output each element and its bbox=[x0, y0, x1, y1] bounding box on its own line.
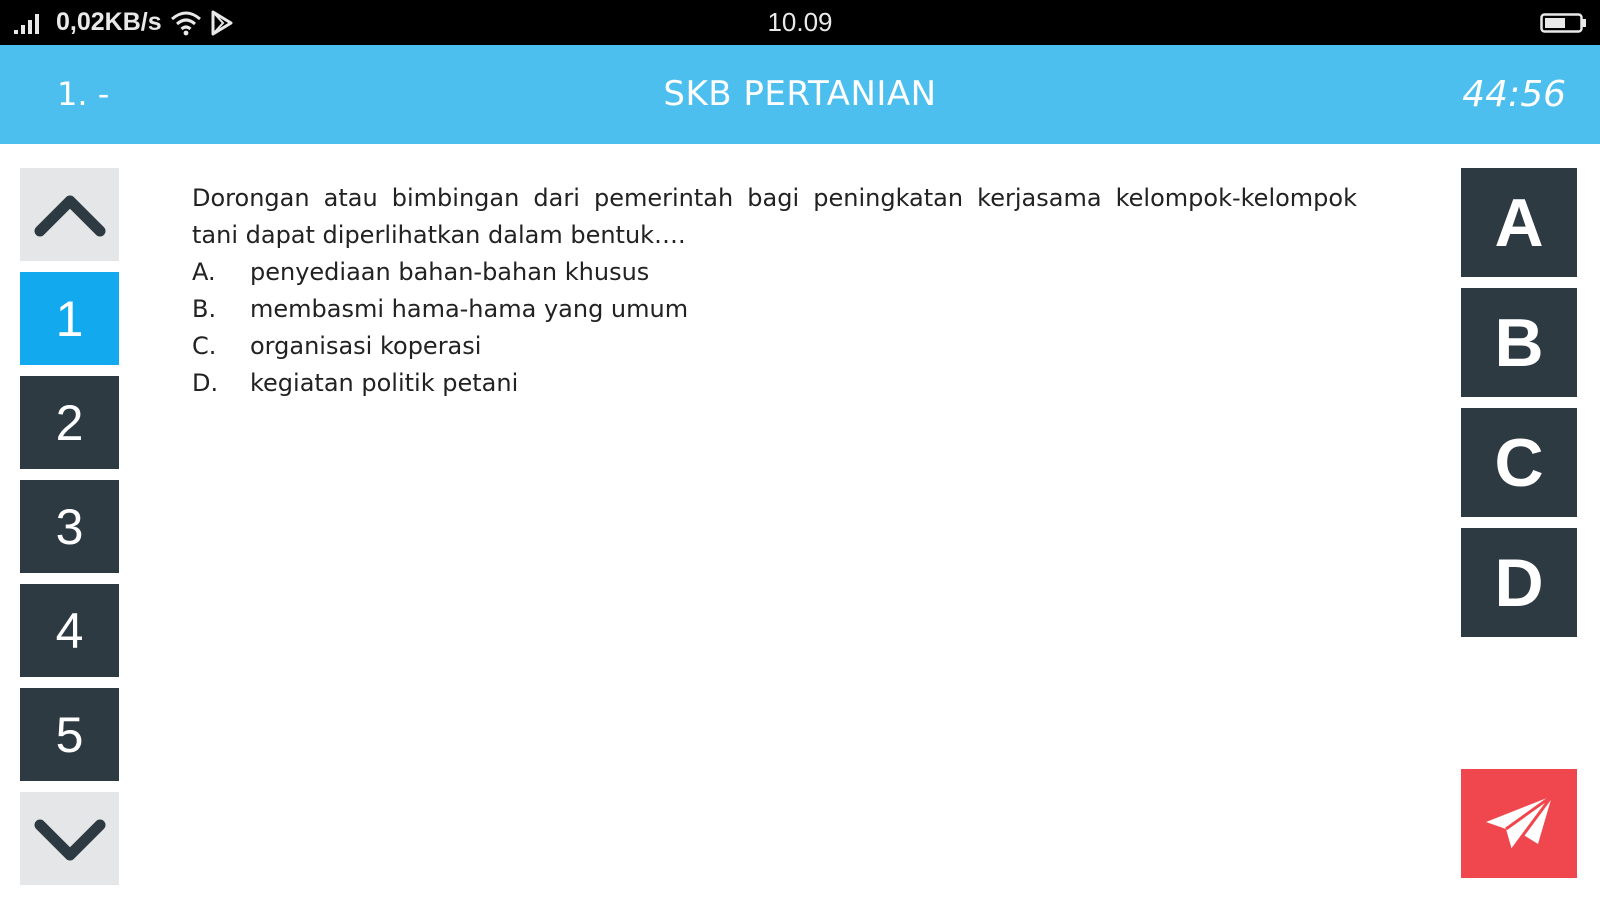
question-button-5[interactable]: 5 bbox=[20, 688, 119, 781]
option-list bbox=[192, 254, 1357, 402]
question-index: 1. - bbox=[57, 75, 110, 113]
option-c bbox=[192, 328, 1357, 365]
countdown-timer: 44:56 bbox=[1462, 74, 1566, 115]
answer-button-d[interactable]: D bbox=[1461, 528, 1577, 637]
status-clock: 10.09 bbox=[767, 7, 833, 37]
option-text: penyediaan bahan-bahan khusus bbox=[250, 258, 650, 286]
question-button-3[interactable]: 3 bbox=[20, 480, 119, 573]
option-text: organisasi koperasi bbox=[250, 332, 482, 360]
option-a bbox=[192, 254, 1357, 291]
scroll-down-button[interactable] bbox=[20, 792, 119, 885]
option-letter: D. bbox=[192, 369, 219, 397]
option-text: membasmi hama-hama yang umum bbox=[250, 295, 689, 323]
chevron-down-icon bbox=[34, 817, 106, 861]
question-button-1[interactable]: 1 bbox=[20, 272, 119, 365]
option-d bbox=[192, 365, 1357, 402]
app-header bbox=[0, 45, 1600, 144]
question-area bbox=[192, 180, 1357, 402]
battery-icon bbox=[1540, 11, 1588, 35]
answer-button-b[interactable]: B bbox=[1461, 288, 1577, 397]
status-bar bbox=[0, 0, 1600, 45]
question-text: Dorongan atau bimbingan dari pemerintah bagi peningkatan kerjasama kelompok-kelompok tani dapat diperlihatkan dalam bentuk…. bbox=[192, 184, 1357, 249]
submit-button[interactable] bbox=[1461, 769, 1577, 878]
answer-button-a[interactable]: A bbox=[1461, 168, 1577, 277]
option-text: kegiatan politik petani bbox=[250, 369, 519, 397]
option-letter: A. bbox=[192, 258, 216, 286]
scroll-up-button[interactable] bbox=[20, 168, 119, 261]
app-title: SKB PERTANIAN bbox=[663, 74, 937, 114]
status-right bbox=[1540, 0, 1588, 45]
option-letter: B. bbox=[192, 295, 217, 323]
paper-plane-icon bbox=[1482, 792, 1556, 856]
option-letter: C. bbox=[192, 332, 217, 360]
answer-button-c[interactable]: C bbox=[1461, 408, 1577, 517]
chevron-up-icon bbox=[34, 193, 106, 237]
question-button-4[interactable]: 4 bbox=[20, 584, 119, 677]
question-button-2[interactable]: 2 bbox=[20, 376, 119, 469]
option-b bbox=[192, 291, 1357, 328]
net-speed: 0,02KB/s bbox=[56, 8, 162, 36]
